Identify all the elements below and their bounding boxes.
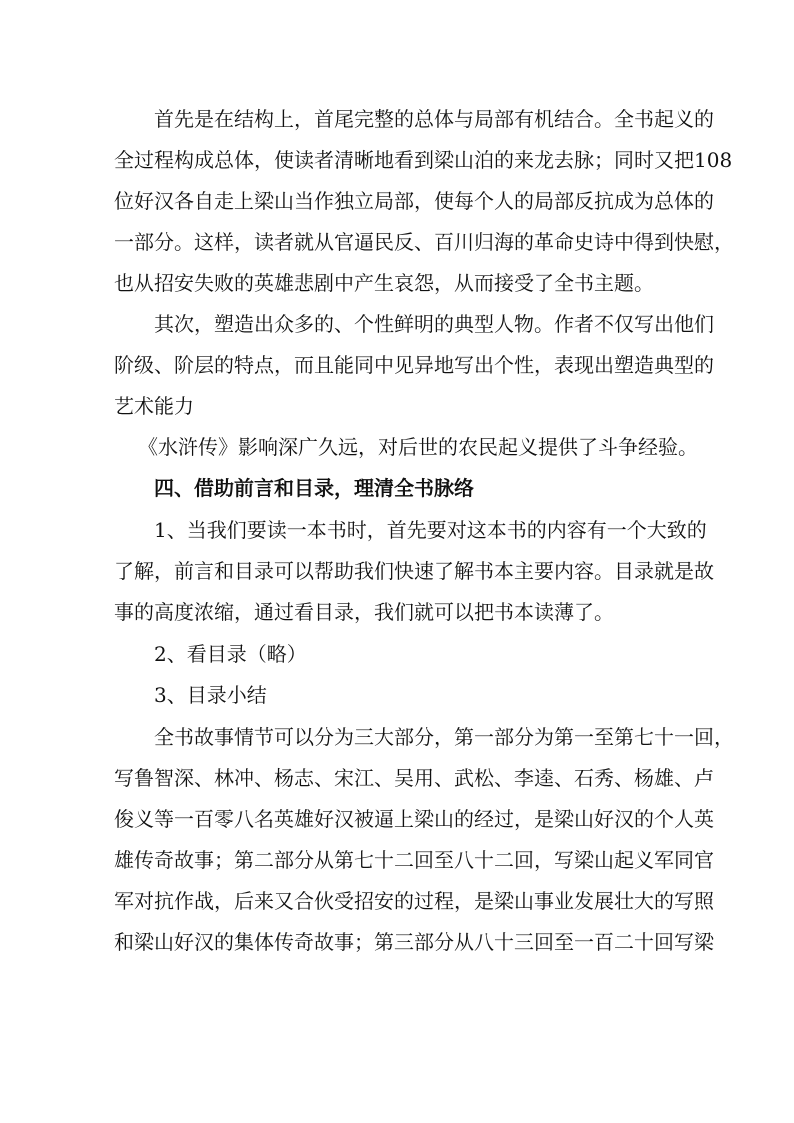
paragraph-4-line-2: 写鲁智深、林冲、杨志、宋江、吴用、武松、李逵、石秀、杨雄、卢 — [114, 766, 714, 790]
paragraph-4-line-3: 俊义等一百零八名英雄好汉被逼上梁山的经过，是梁山好汉的个人英 — [114, 807, 714, 831]
paragraph-1-line-3: 位好汉各自走上梁山当作独立局部，使每个人的局部反抗成为总体的 — [114, 189, 714, 213]
paragraph-2-line-2: 阶级、阶层的特点，而且能同中见异地写出个性，表现出塑造典型的 — [114, 353, 714, 377]
item-1-line-3: 事的高度浓缩，通过看目录，我们就可以把书本读薄了。 — [114, 600, 614, 624]
item-1-line-1: 1、当我们要读一本书时，首先要对这本书的内容有一个大致的 — [154, 518, 707, 542]
paragraph-4-line-4: 雄传奇故事；第二部分从第七十二回至八十二回，写梁山起义军同官 — [114, 848, 714, 872]
section-heading: 四、借助前言和目录，理清全书脉络 — [154, 476, 474, 500]
paragraph-1-line-4: 一部分。这样，读者就从官逼民反、百川归海的革命史诗中得到快慰， — [114, 230, 734, 254]
paragraph-2-line-1: 其次，塑造出众多的、个性鲜明的典型人物。作者不仅写出他们 — [154, 312, 714, 336]
paragraph-1-line-2: 全过程构成总体，使读者清晰地看到梁山泊的来龙去脉；同时又把108 — [114, 148, 733, 172]
paragraph-4-line-6: 和梁山好汉的集体传奇故事；第三部分从八十三回至一百二十回写梁 — [114, 930, 714, 954]
paragraph-4-line-1: 全书故事情节可以分为三大部分，第一部分为第一至第七十一回， — [154, 725, 734, 749]
paragraph-3-line-1: 《水浒传》影响深广久远，对后世的农民起义提供了斗争经验。 — [138, 435, 698, 459]
paragraph-2-line-3: 艺术能力 — [114, 394, 194, 418]
paragraph-1-line-5: 也从招安失败的英雄悲剧中产生哀怨，从而接受了全书主题。 — [114, 271, 654, 295]
paragraph-4-line-5: 军对抗作战，后来又合伙受招安的过程，是梁山事业发展壮大的写照 — [114, 889, 714, 913]
item-3: 3、目录小结 — [154, 683, 267, 707]
paragraph-1-line-1: 首先是在结构上，首尾完整的总体与局部有机结合。全书起义的 — [154, 107, 714, 131]
item-1-line-2: 了解，前言和目录可以帮助我们快速了解书本主要内容。目录就是故 — [114, 559, 714, 583]
item-2: 2、看目录（略） — [154, 642, 307, 666]
